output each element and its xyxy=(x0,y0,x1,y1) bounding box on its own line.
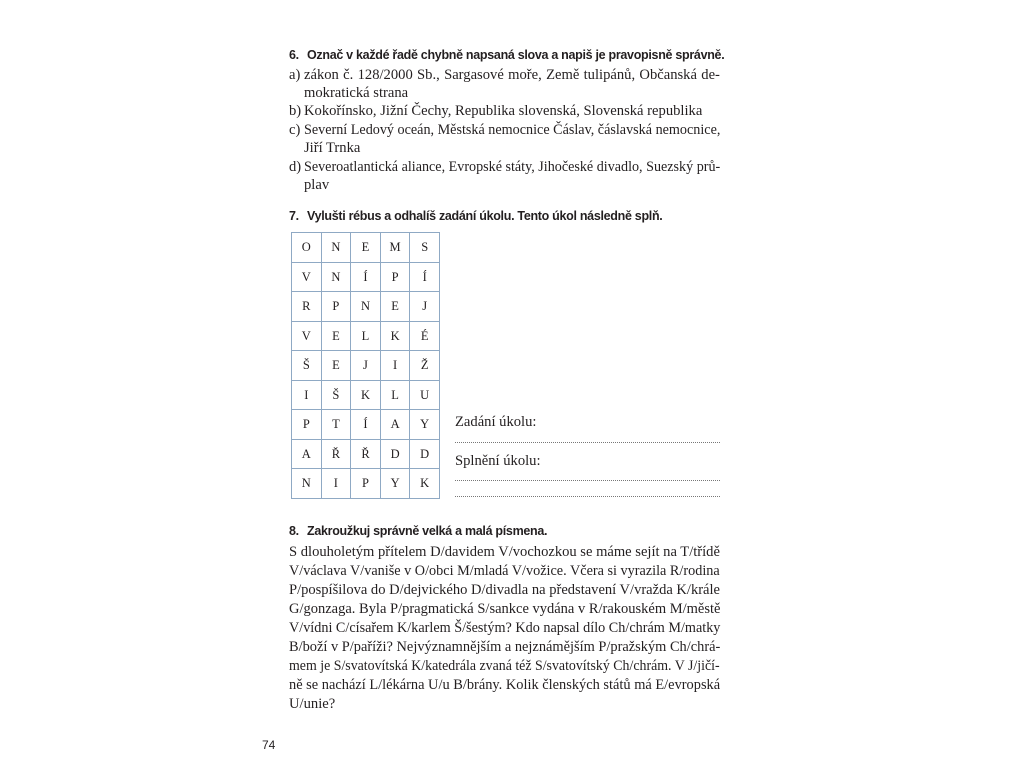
grid-cell: E xyxy=(321,351,351,381)
exercise-text-line: U/unie? xyxy=(289,696,336,712)
grid-cell: Ř xyxy=(351,439,381,469)
grid-cell: J xyxy=(351,351,381,381)
grid-cell: Š xyxy=(321,380,351,410)
grid-cell: D xyxy=(380,439,410,469)
exercise-text-line: B/boží v P/paříži? Nejvýznamnějším a nejznámějším P/pražským Ch/chrá- xyxy=(289,639,721,655)
grid-cell: I xyxy=(321,469,351,499)
grid-row xyxy=(292,439,440,469)
exercise-text-line: G/gonzaga. Byla P/pragmatická S/sankce vydána v R/rakouském M/městě xyxy=(289,601,721,617)
grid-cell: I xyxy=(292,380,322,410)
grid-cell: L xyxy=(380,380,410,410)
grid-cell: N xyxy=(292,469,322,499)
grid-cell: É xyxy=(410,321,440,351)
exercise-text-line: mem je S/svatovítská K/katedrála zvaná též S/svatovítský Ch/chrám. V J/jičí- xyxy=(289,658,720,674)
rebus-grid xyxy=(291,232,440,499)
grid-cell: A xyxy=(380,410,410,440)
grid-row xyxy=(292,321,440,351)
item-text: Severoatlantická aliance, Evropské státy, Jihočeské divadlo, Suezský prů- xyxy=(304,159,721,175)
grid-cell: Ř xyxy=(321,439,351,469)
item-text: zákon č. 128/2000 Sb., Sargasové moře, Země tulipánů, Občanská de- xyxy=(304,67,720,83)
grid-cell: U xyxy=(410,380,440,410)
q6-instruction: Označ v každé řadě chybně napsaná slova a napiš je pravopisně správně. xyxy=(307,48,725,62)
grid-cell: K xyxy=(380,321,410,351)
grid-row xyxy=(292,262,440,292)
exercise-text-line: S dlouholetým přítelem D/davidem V/vochozkou se máme sejít na T/třídě xyxy=(289,544,720,560)
item-label: d) xyxy=(289,159,302,175)
grid-cell: J xyxy=(410,292,440,322)
answer-line xyxy=(455,496,720,497)
grid-cell: D xyxy=(410,439,440,469)
item-text: Kokořínsko, Jižní Čechy, Republika slovenská, Slovenská republika xyxy=(304,103,703,119)
grid-cell: K xyxy=(410,469,440,499)
q8-instruction: Zakroužkuj správně velká a malá písmena. xyxy=(307,524,548,538)
grid-cell: E xyxy=(321,321,351,351)
grid-cell: L xyxy=(351,321,381,351)
item-label: b) xyxy=(289,103,302,119)
grid-cell: Y xyxy=(380,469,410,499)
q8-heading xyxy=(289,524,547,539)
solution-label: Splnění úkolu: xyxy=(455,453,541,469)
grid-cell: P xyxy=(292,410,322,440)
grid-row xyxy=(292,469,440,499)
grid-cell: K xyxy=(351,380,381,410)
grid-cell: P xyxy=(321,292,351,322)
grid-cell: R xyxy=(292,292,322,322)
exercise-text-line: V/václava V/vaniše v O/obci M/mladá V/vožice. Včera si vyrazila R/rodina xyxy=(289,563,720,579)
q6-heading xyxy=(289,48,724,63)
item-text: plav xyxy=(304,177,330,193)
grid-cell: Ž xyxy=(410,351,440,381)
exercise-text-line: V/vídni C/císařem K/karlem Š/šestým? Kdo napsal dílo Ch/chrám M/matky xyxy=(289,620,721,636)
grid-cell: E xyxy=(380,292,410,322)
grid-cell: Š xyxy=(292,351,322,381)
grid-row xyxy=(292,410,440,440)
grid-row xyxy=(292,292,440,322)
q8-number: 8. xyxy=(289,524,299,538)
item-text: Severní Ledový oceán, Městská nemocnice Čáslav, čáslavská nemocnice, xyxy=(304,122,721,138)
grid-cell: T xyxy=(321,410,351,440)
task-label: Zadání úkolu: xyxy=(455,414,537,430)
q7-instruction: Vylušti rébus a odhalíš zadání úkolu. Tento úkol následně splň. xyxy=(307,209,663,223)
grid-cell: Y xyxy=(410,410,440,440)
grid-cell: Í xyxy=(410,262,440,292)
grid-cell: S xyxy=(410,233,440,263)
grid-cell: V xyxy=(292,262,322,292)
grid-cell: N xyxy=(321,233,351,263)
grid-cell: A xyxy=(292,439,322,469)
grid-cell: M xyxy=(380,233,410,263)
item-text: mokratická strana xyxy=(304,85,409,101)
grid-row xyxy=(292,380,440,410)
item-label: a) xyxy=(289,67,301,83)
q7-number: 7. xyxy=(289,209,299,223)
grid-cell: P xyxy=(351,469,381,499)
grid-cell: Í xyxy=(351,410,381,440)
grid-cell: V xyxy=(292,321,322,351)
grid-cell: N xyxy=(321,262,351,292)
grid-cell: E xyxy=(351,233,381,263)
grid-cell: P xyxy=(380,262,410,292)
q7-heading xyxy=(289,209,662,224)
grid-cell: I xyxy=(380,351,410,381)
answer-line xyxy=(455,442,720,443)
q6-number: 6. xyxy=(289,48,299,62)
item-label: c) xyxy=(289,122,301,138)
page-number: 74 xyxy=(262,738,276,752)
grid-row xyxy=(292,351,440,381)
grid-cell: N xyxy=(351,292,381,322)
grid-row xyxy=(292,233,440,263)
answer-line xyxy=(455,480,720,481)
item-text: Jiří Trnka xyxy=(304,140,361,156)
exercise-text-line: ně se nachází L/lékárna U/u B/brány. Kolik členských států má E/evropská xyxy=(289,677,721,693)
exercise-text-line: P/pospíšilova do D/dejvického D/divadla na představení V/vražda K/krále xyxy=(289,582,720,598)
grid-cell: O xyxy=(292,233,322,263)
grid-cell: Í xyxy=(351,262,381,292)
